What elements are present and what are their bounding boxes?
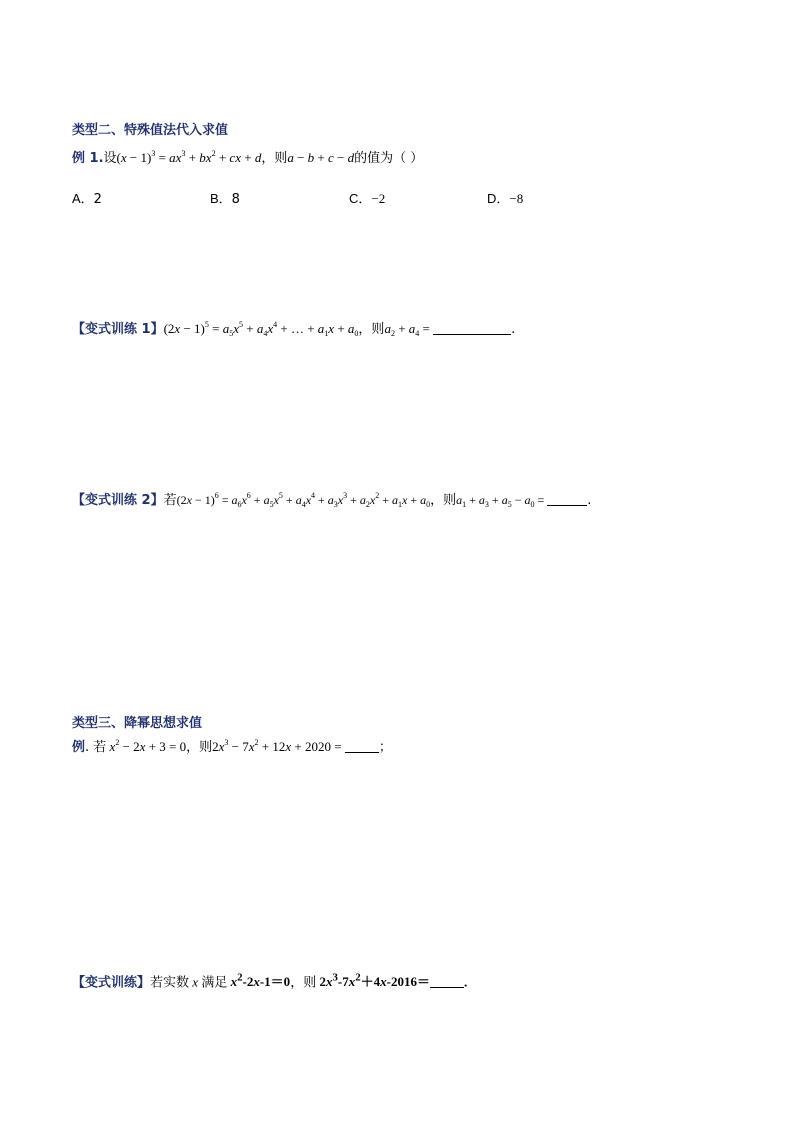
training-2-mid: ，则 (430, 493, 457, 508)
answer-blank[interactable] (345, 740, 379, 753)
example-label: 例 (72, 740, 86, 755)
option-b: B．8 (210, 191, 240, 207)
training-reduce-power (72, 969, 467, 992)
training-var: x (192, 974, 199, 990)
training-1-query: $a_2 + a_4$ = (384, 321, 434, 338)
training-1-end: . (511, 322, 516, 337)
training-2-query: $a_1 + a_3 + a_5 - a_0$ = (456, 493, 548, 509)
example-mid: ，则 (186, 740, 213, 755)
option-d: D．−8 (487, 191, 524, 206)
training-1-label: 【变式训练 1】 (72, 322, 164, 337)
training-2-end: . (587, 493, 592, 508)
training-1-mid: ，则 (358, 322, 385, 337)
training-1-equation: $(2x - 1)^5 = a_5x^5 + a_4x^4$ + … + $a_1x + a_0$ (163, 320, 359, 338)
training-2-prefix: 若 (163, 493, 177, 508)
training-1 (72, 320, 515, 339)
example-reduce-power (72, 738, 392, 757)
example-1 (72, 149, 423, 168)
example-1-suffix: 的值为（ ） (354, 151, 424, 166)
example-1-mid: ，则 (261, 151, 288, 166)
training-mid: ，则 (290, 975, 317, 991)
example-1-equation: $(x - 1)^3 = ax^3 + bx^2$ + cx + d (116, 149, 262, 165)
training-2 (72, 491, 591, 510)
training-label: 【变式训练】 (72, 975, 151, 991)
answer-blank[interactable] (430, 975, 464, 988)
example-1-query: a − b + c − d (287, 150, 355, 165)
answer-blank[interactable] (547, 493, 587, 506)
section-title-type2: 类型二、特殊值法代入求值 (72, 123, 229, 138)
training-2-label: 【变式训练 2】 (72, 493, 164, 508)
training-end: . (464, 974, 468, 990)
option-a: A．2 (72, 191, 102, 207)
training-condition: $x^2-2x-1=0$ (230, 972, 291, 990)
option-c: C．−2 (349, 191, 386, 206)
example-query: $2x^3 - 7x^2 + 12x + 2020$ = (212, 738, 345, 754)
example-prefix: . 若 (85, 740, 107, 755)
example-end: ； (378, 740, 392, 755)
answer-blank[interactable] (433, 322, 511, 335)
example-1-label: 例 1. (72, 151, 104, 166)
example-condition: $x^2 - 2x + 3 = 0$ (109, 738, 187, 754)
section-title-type3: 类型三、降幂思想求值 (72, 716, 203, 731)
training-query: $2x^3-7x^2+4x-2016=$ (316, 972, 430, 990)
training-prefix: 若实数 (150, 975, 190, 991)
training-2-equation: $(2x - 1)^6 = a_6x^6 + a_5x^5 + a_4x^4 + a_3x^3 + a_2x^2 + a_1x + a_0$ (176, 491, 431, 509)
example-1-prefix: 设 (103, 151, 117, 166)
training-satisfy: 满足 (201, 975, 228, 991)
